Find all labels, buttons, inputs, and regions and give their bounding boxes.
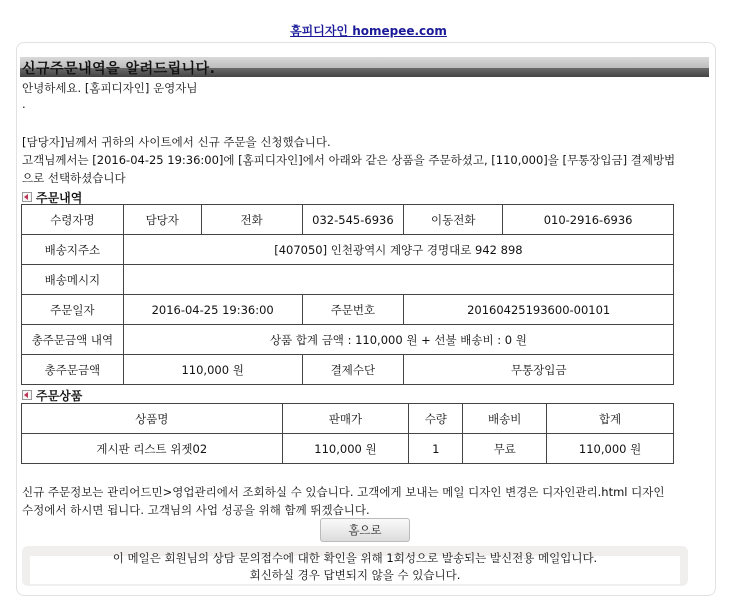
product-total: 110,000 원: [547, 434, 674, 464]
greeting: 안녕하세요. [홈피디자인] 운영자님: [22, 81, 198, 95]
notice-line-2: 회신하실 경우 답변되지 않을 수 있습니다.: [249, 568, 461, 582]
mobile-value: 010-2916-6936: [503, 205, 674, 235]
phone-label: 전화: [201, 205, 302, 235]
payment-value: 무통장입금: [404, 355, 674, 385]
greeting-dot: .: [22, 97, 26, 111]
order-no-value: 20160425193600-00101: [404, 295, 674, 325]
order-info-heading: 주문내역: [22, 189, 82, 206]
product-price: 110,000 원: [282, 434, 409, 464]
column-header: 판매가: [282, 404, 409, 434]
recipient-label: 수령자명: [22, 205, 124, 235]
recipient-value: 담당자: [123, 205, 201, 235]
order-info-table: [21, 204, 674, 385]
table-row: [22, 265, 674, 295]
column-header: 상품명: [22, 404, 283, 434]
total-label: 총주문금액: [22, 355, 124, 385]
arrow-left-icon: [22, 390, 32, 400]
home-button[interactable]: 홈으로: [320, 518, 410, 542]
total-detail-value: 상품 합계 금액 : 110,000 원 + 선불 배송비 : 0 원: [123, 325, 673, 355]
notice-line-1: 이 메일은 회원님의 상담 문의접수에 대한 확인을 위해 1회성으로 발송되는 발신전용 메일입니다.: [112, 551, 598, 565]
products-table: [21, 403, 674, 464]
intro-line-2: 고객님께서는 [2016-04-25 19:36:00]에 [홈피디자인]에서 아래와 같은 상품을 주문하셨고, [110,000]을 [무통장입금] 결제방법: [22, 153, 676, 167]
address-value: [407050] 인천광역시 계양구 경명대로 942 898: [123, 235, 673, 265]
site-link[interactable]: 홈피디자인 homepee.com: [290, 24, 447, 38]
products-heading: 주문상품: [22, 387, 82, 404]
table-row: [22, 295, 674, 325]
date-label: 주문일자: [22, 295, 124, 325]
table-row: [22, 325, 674, 355]
intro-line-3: 으로 선택하셨습니다: [22, 171, 126, 185]
mail-title: 신규주문내역을 알려드립니다.: [22, 61, 216, 77]
product-qty: 1: [409, 434, 463, 464]
table-header-row: [22, 404, 674, 434]
message-value: [123, 265, 673, 295]
arrow-left-icon: [22, 192, 32, 202]
total-detail-label: 총주문금액 내역: [22, 325, 124, 355]
date-value: 2016-04-25 19:36:00: [123, 295, 302, 325]
column-header: 합계: [547, 404, 674, 434]
column-header: 수량: [409, 404, 463, 434]
message-label: 배송메시지: [22, 265, 124, 295]
column-header: 배송비: [463, 404, 547, 434]
table-row: [22, 355, 674, 385]
product-shipping: 무료: [463, 434, 547, 464]
order-no-label: 주문번호: [302, 295, 404, 325]
address-label: 배송지주소: [22, 235, 124, 265]
total-value: 110,000 원: [123, 355, 302, 385]
phone-value: 032-545-6936: [302, 205, 404, 235]
table-row: [22, 434, 674, 464]
payment-label: 결제수단: [302, 355, 404, 385]
table-row: [22, 235, 674, 265]
table-row: [22, 205, 674, 235]
footer-line-1: 신규 주문정보는 관리어드민>영업관리에서 조회하실 수 있습니다. 고객에게 보내는 메일 디자인 변경은 디자인관리.html 디자인: [22, 485, 665, 499]
intro-line-1: [담당자]님께서 귀하의 사이트에서 신규 주문을 신청했습니다.: [22, 135, 331, 149]
mobile-label: 이동전화: [404, 205, 503, 235]
product-name: 게시판 리스트 위젯02: [22, 434, 283, 464]
footer-line-2: 수정에서 하시면 됩니다. 고객님의 사업 성공을 위해 함께 뛰겠습니다.: [22, 503, 370, 517]
